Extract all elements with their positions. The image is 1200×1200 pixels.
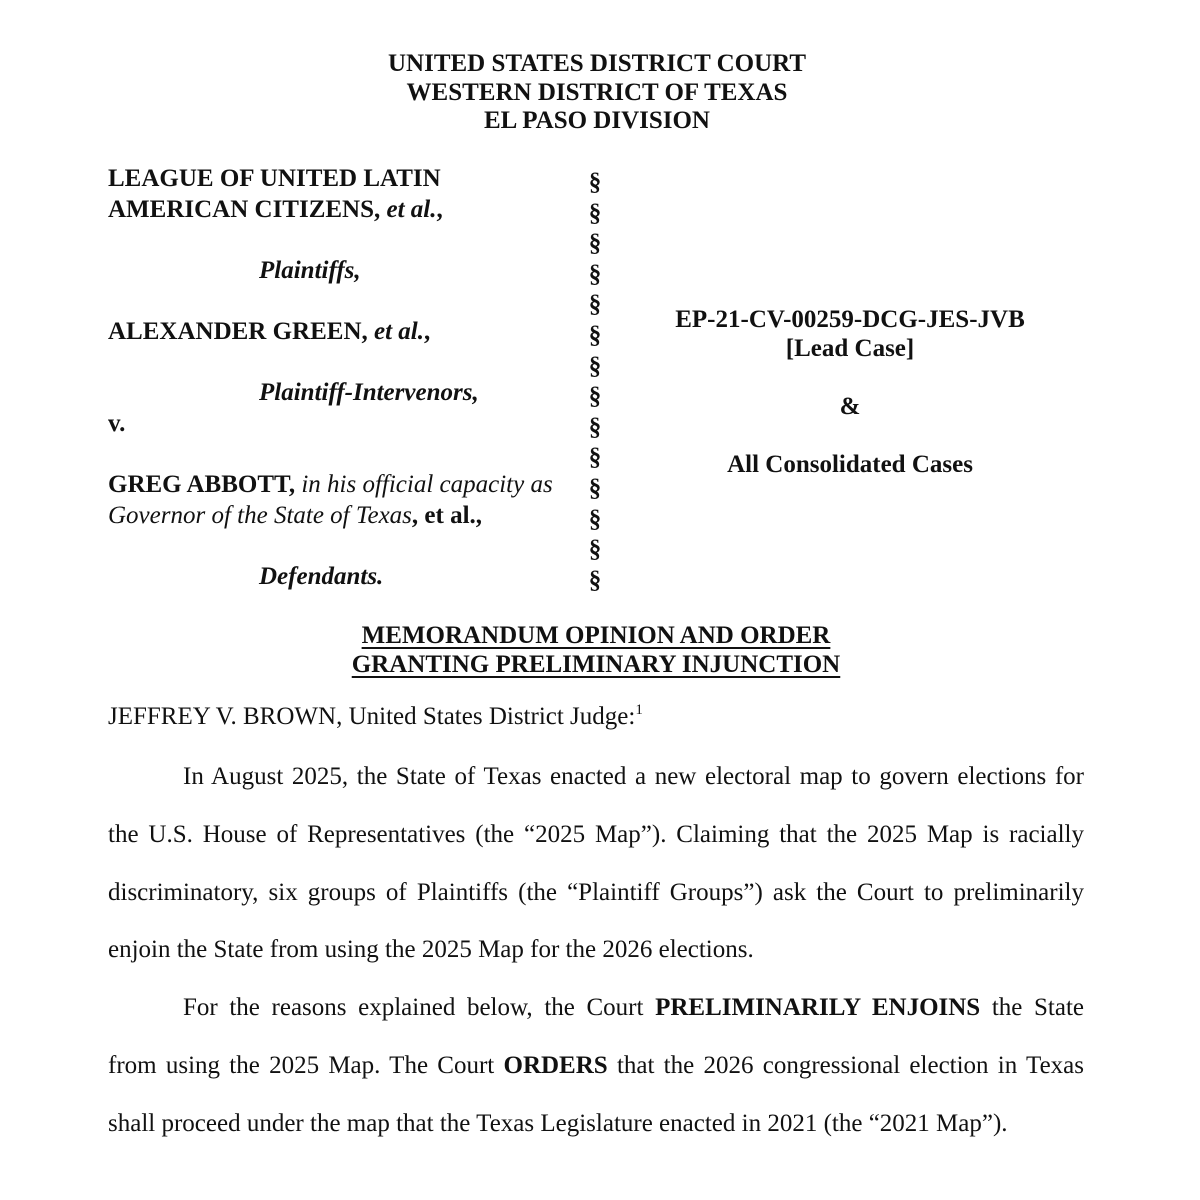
court-division: EL PASO DIVISION bbox=[484, 107, 710, 134]
footnote-marker: 1 bbox=[635, 702, 643, 718]
judge-name: JEFFREY V. BROWN, United States District Judge: bbox=[108, 703, 636, 730]
case-number: EP-21-CV-00259-DCG-JES-JVB bbox=[675, 306, 1025, 333]
preliminarily-enjoins-text: PRELIMINARILY ENJOINS bbox=[655, 994, 981, 1021]
versus: v. bbox=[108, 409, 126, 437]
defendant-name: GREG ABBOTT, in his official capacity as bbox=[108, 470, 553, 498]
section-symbol: § bbox=[588, 199, 602, 227]
defendant-capacity-2: Governor of the State of Texas bbox=[108, 501, 412, 529]
section-symbol-column bbox=[583, 168, 607, 596]
paragraph-1-text: In August 2025, the State of Texas enacted a new electoral map to govern elections for the U.S. House of Representatives (the “2025 Map”). Claiming that the 2025 Map is racially discriminatory, six groups of Plaintiffs (the “Plaintiff Groups”) ask the Court to preliminarily enjoin the State from using the 2025 Map for the 2026 elections. bbox=[108, 763, 1084, 964]
defendant-capacity-line bbox=[108, 501, 578, 532]
title-line2: GRANTING PRELIMINARY INJUNCTION bbox=[351, 650, 841, 678]
court-name: UNITED STATES DISTRICT COURT bbox=[388, 50, 806, 77]
intervenors-label: Plaintiff-Intervenors, bbox=[259, 379, 479, 407]
plaintiff-et-al: et al. bbox=[386, 195, 437, 223]
intervenor-et-al: et al. bbox=[374, 317, 425, 345]
case-number-block bbox=[640, 306, 1060, 479]
plaintiffs-label: Plaintiffs, bbox=[259, 256, 361, 284]
court-header bbox=[0, 50, 1194, 136]
section-symbol: § bbox=[588, 536, 602, 564]
plaintiff-name-line1: LEAGUE OF UNITED LATIN bbox=[108, 165, 441, 192]
consolidated-cases-label: All Consolidated Cases bbox=[727, 450, 973, 478]
paragraph-2-part2: the State from using the 2025 Map. The Court bbox=[108, 994, 1084, 1079]
section-symbol: § bbox=[588, 383, 602, 411]
ampersand: & bbox=[839, 393, 861, 420]
paragraph-2-part1: For the reasons explained below, the Court bbox=[183, 994, 656, 1021]
section-symbol: § bbox=[588, 474, 602, 502]
section-symbol: § bbox=[588, 230, 602, 258]
title-line1: MEMORANDUM OPINION AND ORDER bbox=[361, 622, 831, 649]
orders-text: ORDERS bbox=[503, 1051, 608, 1079]
section-symbol: § bbox=[588, 444, 602, 472]
section-symbol: § bbox=[588, 291, 602, 319]
section-symbol: § bbox=[588, 505, 602, 533]
section-symbol: § bbox=[588, 566, 602, 594]
case-caption-parties bbox=[108, 164, 578, 592]
paragraph-2 bbox=[108, 979, 1084, 1152]
section-symbol: § bbox=[588, 413, 602, 441]
plaintiff-name-line2: AMERICAN CITIZENS, et al., bbox=[108, 195, 443, 223]
section-symbol: § bbox=[588, 169, 602, 196]
court-district: WESTERN DISTRICT OF TEXAS bbox=[406, 78, 788, 106]
intervenor-name: ALEXANDER GREEN, et al., bbox=[108, 317, 431, 345]
paragraph-2-part3: that the 2026 congressional election in Texas shall proceed under the map that the Texas Legislature enacted in 2021 (the “2021 Map”). bbox=[108, 1051, 1084, 1137]
document-title bbox=[0, 622, 1192, 679]
defendants-label: Defendants. bbox=[259, 562, 384, 590]
judge-line bbox=[108, 703, 643, 731]
section-symbol: § bbox=[588, 352, 602, 380]
paragraph-1 bbox=[108, 748, 1084, 979]
defendant-et-al: , et al., bbox=[411, 501, 483, 529]
defendant-capacity-1: in his official capacity as bbox=[301, 470, 553, 498]
lead-case-label: [Lead Case] bbox=[785, 334, 915, 362]
section-symbol: § bbox=[588, 321, 602, 349]
section-symbol: § bbox=[588, 260, 602, 288]
